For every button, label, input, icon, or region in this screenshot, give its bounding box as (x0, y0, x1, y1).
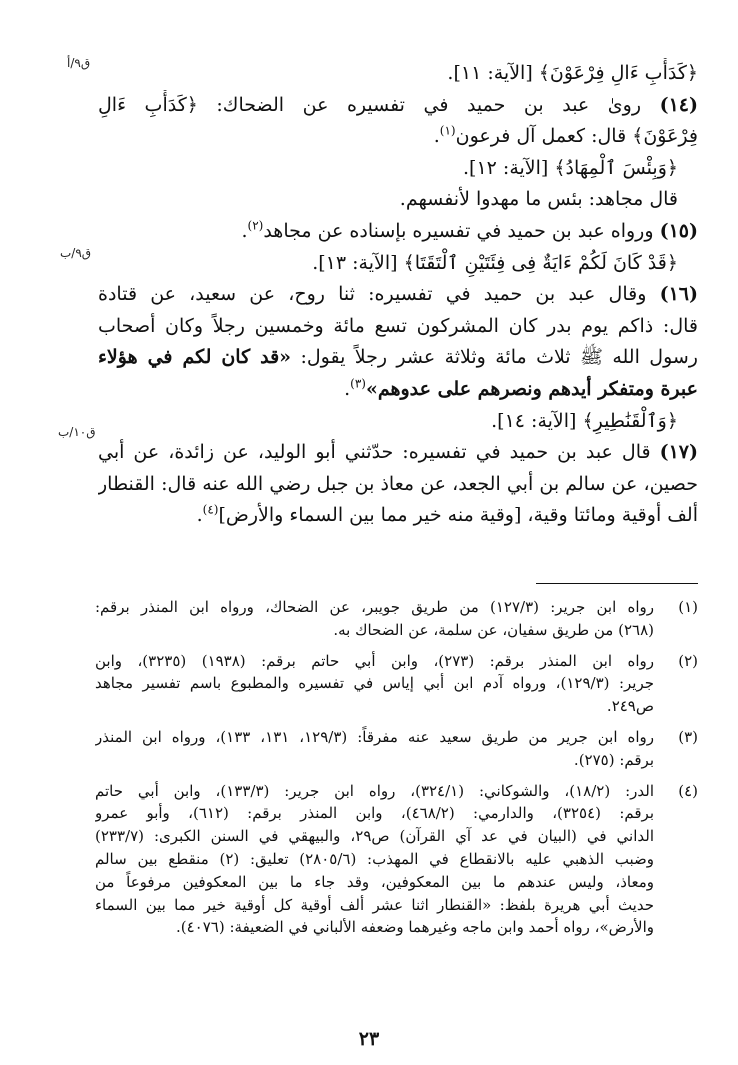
footnote-4 (95, 780, 698, 940)
paragraph-14-line-2 (98, 121, 698, 153)
footnote-line: الدر: (١٨/٢)، والشوكاني: (٣٢٤/١)، رواه ابن جرير: (١٣٣/٣)، وابن أبي حاتم (95, 781, 654, 800)
quoted-saying-end: عبرة ومتفكر أيدهم ونصرهم على عدوهم» (365, 377, 698, 400)
paragraph-16-line-3 (98, 342, 698, 374)
footnote-line: وضبب الذهبي عليه بالانقطاع في المهذب: (٢٨٠٥/٦) تعليق: (٢) منقطع بين سالم (95, 849, 654, 868)
text-span: رویٰ عبد بن حمید في تفسيره عن الضحاك: ﴿كَدَأْبِ ءَالِ (98, 93, 660, 116)
footnote-number: (٤) (678, 781, 698, 800)
footnote-line: الداني في (البيان في عد آي القرآن) ص٢٩، والبيهقي في السنن الكبرى: (٢٣٣/٧) (95, 827, 654, 846)
quran-verse-14: ﴿وَٱلْقَنَٰطِيرِ﴾ [الآية: ١٤]. (491, 409, 678, 432)
footnote-1 (95, 596, 698, 642)
text-span: فِرْعَوْنَ﴾ قال: كعمل آل فرعون (455, 125, 698, 148)
text-span: . (241, 219, 248, 242)
paragraph-14-line-1 (98, 90, 698, 122)
footnote-2 (95, 650, 698, 718)
text-span: ألف أوقية ومائتا وقية، [وقية منه خير مما بين السماء والأرض] (218, 504, 698, 527)
text-span: . (196, 504, 203, 527)
quoted-saying: «قد كان لكم في هؤلاء (98, 346, 292, 369)
quran-verse-12: ﴿وَبِئْسَ ٱلْمِهَادُ﴾ [الآية: ١٢]. (463, 156, 678, 179)
item-number-16: (١٦) (659, 283, 698, 306)
quran-verse-13: ﴿قَدْ كَانَ لَكُمْ ءَايَةٌ فِى فِئَتَيْنِ ٱلْتَقَتَا﴾ [الآية: ١٣]. (312, 251, 678, 274)
margin-note-folio-9a: ق٩/أ (67, 56, 91, 70)
footnote-line: حديث أبي هريرة بلفظ: «القنطار اثنا عشر ألف أوقية كل أوقية خير مما بين السماء (95, 895, 654, 914)
footnote-ref-3: (٣) (350, 376, 366, 391)
main-text (98, 58, 698, 532)
quran-verse-11: ﴿كَدَأْبِ ءَالِ فِرْعَوْنَ﴾ [الآية: ١١]. (447, 62, 698, 84)
footnote-number: (١) (678, 598, 698, 616)
item-number-14: (١٤) (659, 93, 698, 116)
paragraph-16-line-2: قال: ذاكم يوم بدر كان المشركون تسع مائة وخمسين رجلاً وكان أصحاب (98, 314, 698, 337)
page-number: ٢٣ (358, 1028, 380, 1050)
text-span: رسول الله ﷺ ثلاث مائة وثلاثة عشر رجلاً يقول: (291, 346, 698, 369)
text-span: قال عبد بن حميد في تفسيره: حدّثني أبو الوليد، عن زائدة، عن أبي (98, 441, 660, 464)
footnote-ref-2: (٢) (247, 218, 264, 233)
footnote-ref-1: (١) (439, 123, 456, 138)
footnote-number: (٣) (678, 727, 698, 746)
margin-note-folio-9b: ق٩/ب (60, 246, 92, 260)
footnotes (95, 596, 698, 947)
item-number-15: (١٥) (659, 219, 698, 242)
footnote-3 (95, 726, 698, 772)
text-span: . (433, 125, 440, 148)
text-span: ورواه عبد بن حميد في تفسيره بإسناده عن مجاهد (263, 219, 660, 242)
paragraph-17-line-1 (98, 437, 698, 469)
paragraph-15 (98, 216, 698, 248)
paragraph-17-line-3 (98, 500, 698, 532)
paragraph-16-line-4 (98, 374, 698, 406)
footnote-number: (٢) (678, 651, 698, 670)
text-span: وقال عبد بن حميد في تفسيره: ثنا روح، عن سعيد، عن قتادة (98, 283, 660, 306)
paragraph-17-line-2: حصين، عن سالم بن أبي الجعد، عن معاذ بن جبل رضي الله عنه قال: القنطار (98, 472, 698, 495)
footnote-separator (536, 583, 698, 584)
footnote-line: برقم: (٢٧٥). (573, 750, 654, 769)
footnote-line: رواه ابن المنذر برقم: (٢٧٣)، وابن أبي حاتم برقم: (١٩٣٨) (٣٢٣٥)، وابن (95, 651, 654, 670)
footnote-ref-4: (٤) (202, 502, 219, 517)
footnote-line: (٢٦٨) من طريق سفيان، عن سلمة، عن الضحاك به. (333, 620, 654, 639)
item-number-17: (١٧) (659, 441, 698, 464)
footnote-line: جرير: (١٢٩/٣)، ورواه آدم ابن أبي إياس في تفسيره والمطبوع باسم تفسير مجاهد (95, 674, 654, 693)
footnote-line: ومعاذ، وليس عندهم ما بين المعكوفين، وقد جاء ما بين المعكوفين مرفوعاً من (95, 872, 654, 891)
footnote-line: والأرض»، رواه أحمد وابن ماجه وغيرهما وضعفه الألباني في الضعيفة: (٤٠٧٦). (176, 918, 654, 937)
footnote-line: ص٢٤٩. (606, 697, 654, 716)
mujahid-statement: قال مجاهد: بئس ما مهدوا لأنفسهم. (399, 188, 678, 211)
footnote-line: رواه ابن جرير من طريق سعيد عنه مفرقاً: (١٢٩/٣، ١٣١، ١٣٣)، ورواه ابن المنذر (95, 727, 654, 746)
footnote-line: برقم: (٣٢٥٤)، والدارمي: (٤٦٨/٢)، وابن المنذر برقم: (٦١٢)، وأبو عمرو (95, 804, 654, 823)
margin-note-folio-10b: ق١٠/ب (58, 425, 96, 439)
footnote-line: رواه ابن جرير: (١٢٧/٣) من طريق جويبر، عن الضحاك، ورواه ابن المنذر برقم: (95, 598, 654, 616)
paragraph-16-line-1 (98, 279, 698, 311)
text-span: . (344, 377, 351, 400)
